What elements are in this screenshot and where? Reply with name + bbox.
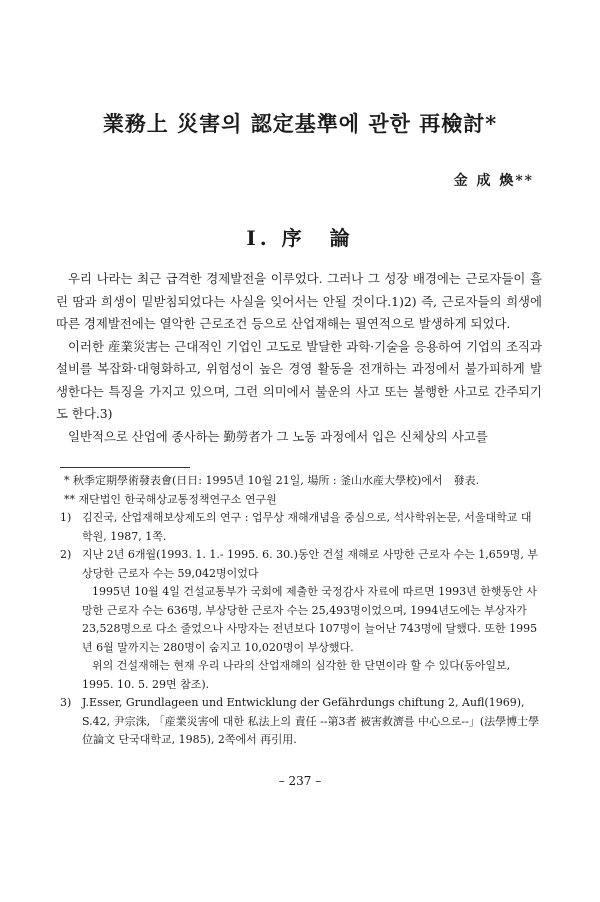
page-number: – 237 – <box>278 774 322 788</box>
footnotes <box>60 472 542 750</box>
footnote-text: 지난 2년 6개월(1993. 1. 1.- 1995. 6. 30.)동안 건설 재해로 사망한 근로자 수는 1,659명, 부상당한 근로자 수는 59,042명이었다 <box>82 548 538 580</box>
paragraph: 이러한 産業災害는 근대적인 기업인 고도로 발달한 과학·기술을 응용하여 기업의 조직과 설비를 복잡화·대형화하고, 위험성이 높은 경영 활동을 전개하는 과정에서 불가피하게 발생한다는 특징을 가지고 있으며, 그런 의미에서 불운의 사고 또는 불행한 사고로 간주되기도 한다.3) <box>56 338 542 421</box>
footnote-star: * 秋季定期學術發表會(日日: 1995년 10월 21일, 場所 : 釜山水産大學校)에서 發表. <box>64 474 480 487</box>
footnote-continuation: 위의 건설재해는 현재 우리 나라의 산업재해의 심각한 한 단면이라 할 수 있다(동아일보, 1995. 10. 5. 29면 참조). <box>82 659 511 691</box>
footnote-double-star: ** 재단법인 한국해상교통정책연구소 연구원 <box>64 492 277 506</box>
footnote-continuation: 1995년 10월 4일 건설교통부가 국회에 제출한 국정감사 자료에 따르면 1993년 한햇동안 사망한 근로자 수는 636명, 부상당한 근로자 수는 25,493명이었으며, 1994년도에는 부상자가 23,528명으로 다소 줄었으나 사망자는 전년보다 107명이 늘어난 743명에 달했다. 또한 1995년 6월 말까지는 280명이 숨지고 10,020명이 부상했다. <box>82 585 538 654</box>
body-text <box>56 268 542 448</box>
footnote-text: J.Esser, Grundlageen und Entwicklung der Gefährdungs chiftung 2, Aufl(1969), S.42, 尹宗洙, 「産業災害에 대한 私法上의 責任 --第3者 被害救濟를 中心으로--」(法學博士學位論文 단국대학교, 1985), 2쪽에서 再引用. <box>82 696 540 746</box>
footnote-2 <box>60 546 542 583</box>
footnote-divider <box>60 467 190 468</box>
footnote-text: 김진국, 산업재해보상제도의 연구 : 업무상 재해개념을 중심으로, 석사학위논문, 서울대학교 대학원, 1987, 1쪽. <box>82 511 532 543</box>
footnote-number: 2) <box>60 548 72 561</box>
section-heading: Ⅰ. 序 論 <box>246 226 354 250</box>
footnote-number: 1) <box>60 511 72 524</box>
footnote-number: 3) <box>60 696 72 709</box>
paragraph: 일반적으로 산업에 종사하는 勤勞者가 그 노동 과정에서 입은 신체상의 사고를 <box>68 428 488 444</box>
footnote-1 <box>60 509 542 546</box>
paragraph: 우리 나라는 최근 급격한 경제발전을 이루었다. 그러나 그 성장 배경에는 근로자들이 흘린 땀과 희생이 밑받침되었다는 사실을 잊어서는 안될 것이다.1)2) 즉, 근로자들의 희생에 따른 경제발전에는 열악한 근로조건 등으로 산업재해는 필연적으로 발생하게 되었다. <box>56 271 542 331</box>
paper-title: 業務上 災害의 認定基準에 관한 再檢討* <box>102 111 498 136</box>
footnote-3 <box>60 694 542 750</box>
author-name: 金 成 煥** <box>453 173 534 189</box>
